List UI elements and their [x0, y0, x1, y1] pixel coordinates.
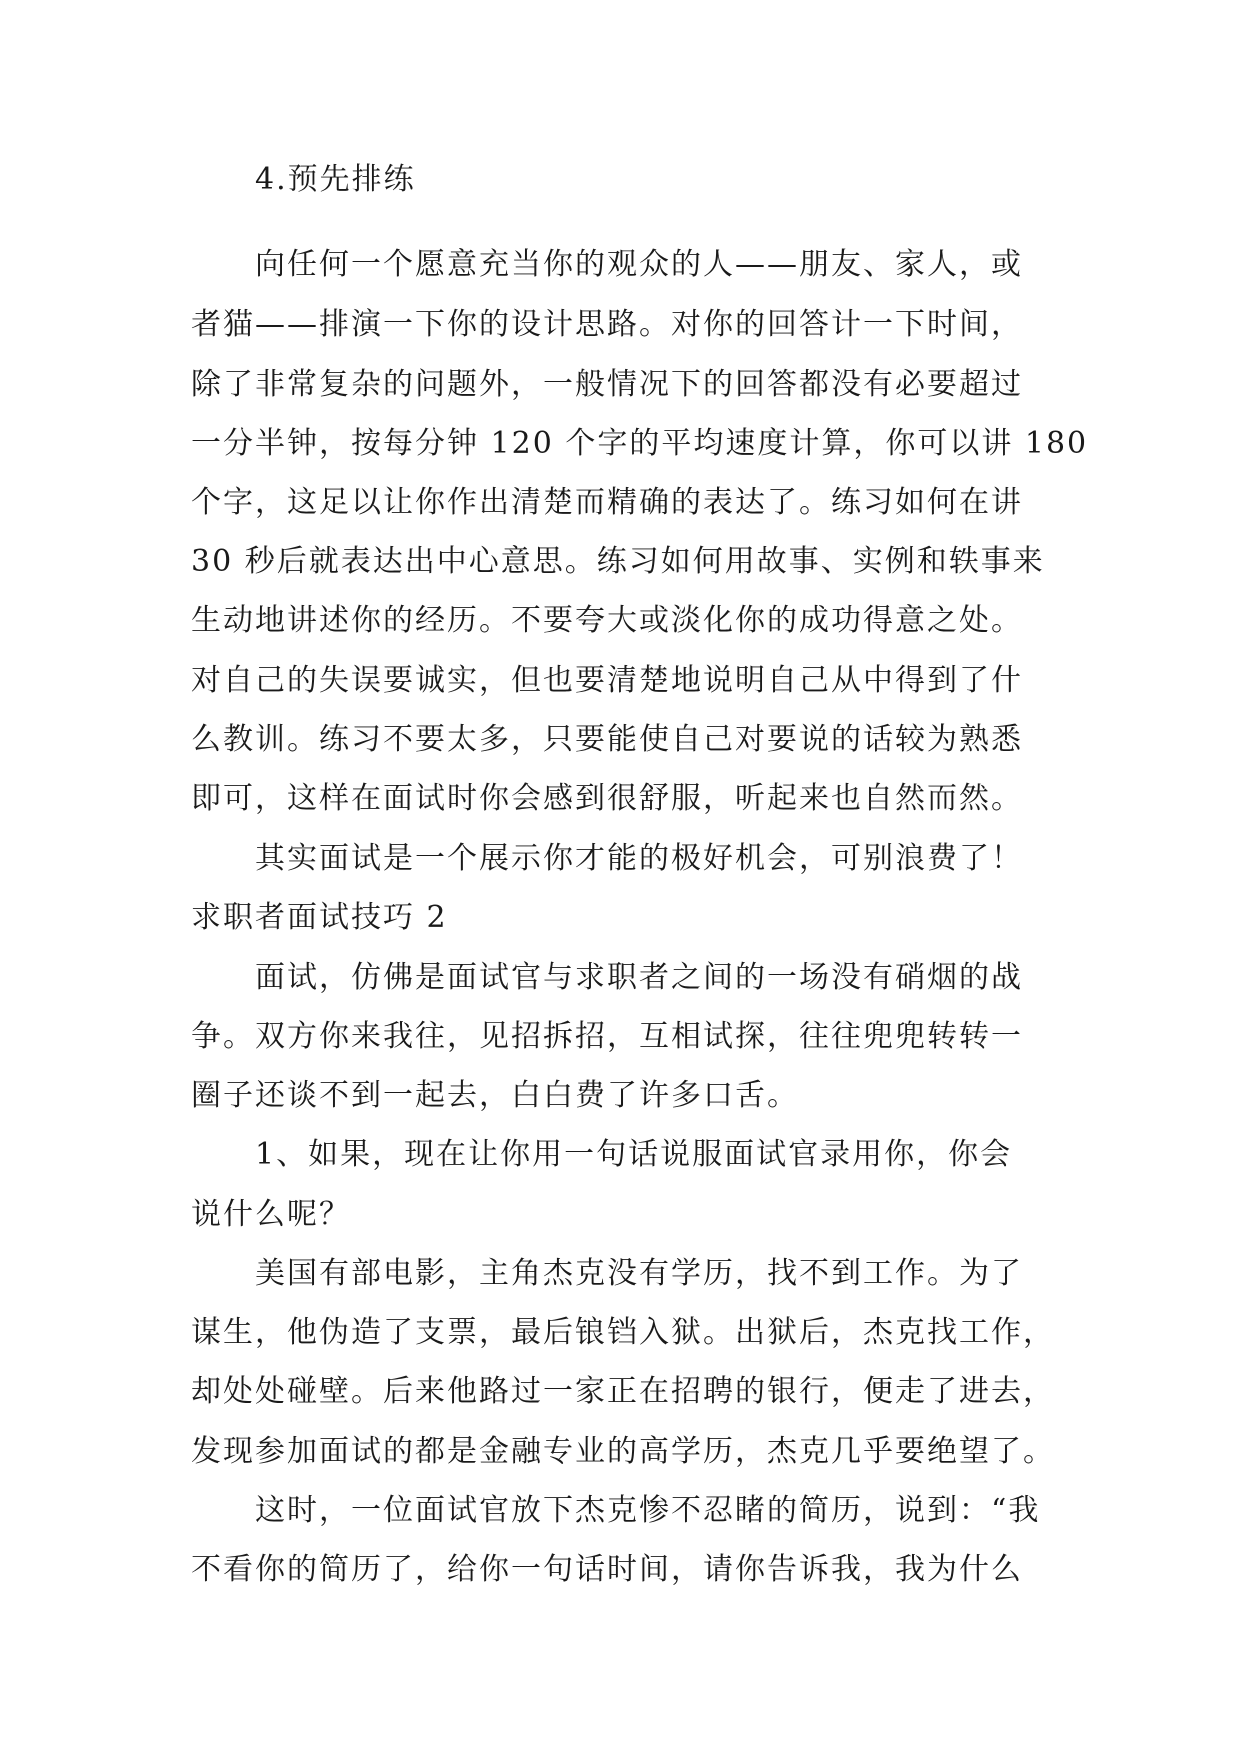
paragraph-line: 即可，这样在面试时你会感到很舒服，听起来也自然而然。 — [191, 781, 1023, 816]
paragraph-line: 谋生，他伪造了支票，最后锒铛入狱。出狱后，杰克找工作， — [191, 1315, 1055, 1350]
paragraph-line: 么教训。练习不要太多，只要能使自己对要说的话较为熟悉 — [191, 722, 1023, 757]
paragraph-line: 个字，这足以让你作出清楚而精确的表达了。练习如何在讲 — [191, 485, 1023, 520]
paragraph-line: 其实面试是一个展示你才能的极好机会，可别浪费了！ — [255, 841, 1023, 876]
question-line: 说什么呢？ — [191, 1197, 351, 1232]
paragraph-line: 对自己的失误要诚实，但也要清楚地说明自己从中得到了什 — [191, 663, 1023, 698]
section-title: 求职者面试技巧 2 — [191, 900, 448, 935]
paragraph-line: 者猫——排演一下你的设计思路。对你的回答计一下时间， — [191, 307, 1023, 342]
paragraph-line: 除了非常复杂的问题外，一般情况下的回答都没有必要超过 — [191, 367, 1023, 402]
paragraph-line: 30 秒后就表达出中心意思。练习如何用故事、实例和轶事来 — [191, 544, 1045, 579]
paragraph-line: 一分半钟，按每分钟 120 个字的平均速度计算，你可以讲 180 — [191, 426, 1089, 461]
paragraph-line: 这时，一位面试官放下杰克惨不忍睹的简历，说到：“我 — [255, 1493, 1041, 1528]
paragraph-line: 圈子还谈不到一起去，白白费了许多口舌。 — [191, 1078, 799, 1113]
paragraph-line: 争。双方你来我往，见招拆招，互相试探，往往兜兜转转一 — [191, 1019, 1023, 1054]
paragraph-line: 发现参加面试的都是金融专业的高学历，杰克几乎要绝望了。 — [191, 1434, 1055, 1469]
paragraph-line: 生动地讲述你的经历。不要夸大或淡化你的成功得意之处。 — [191, 603, 1023, 638]
question-line: 1、如果，现在让你用一句话说服面试官录用你，你会 — [255, 1137, 1013, 1172]
paragraph-line: 却处处碰壁。后来他路过一家正在招聘的银行，便走了进去， — [191, 1374, 1055, 1409]
paragraph-line: 不看你的简历了，给你一句话时间，请你告诉我，我为什么 — [191, 1552, 1023, 1587]
section-heading-rehearse: 4.预先排练 — [255, 162, 416, 197]
paragraph-line: 美国有部电影，主角杰克没有学历，找不到工作。为了 — [255, 1256, 1023, 1291]
paragraph-line: 面试，仿佛是面试官与求职者之间的一场没有硝烟的战 — [255, 960, 1023, 995]
paragraph-line: 向任何一个愿意充当你的观众的人——朋友、家人，或 — [255, 247, 1023, 282]
